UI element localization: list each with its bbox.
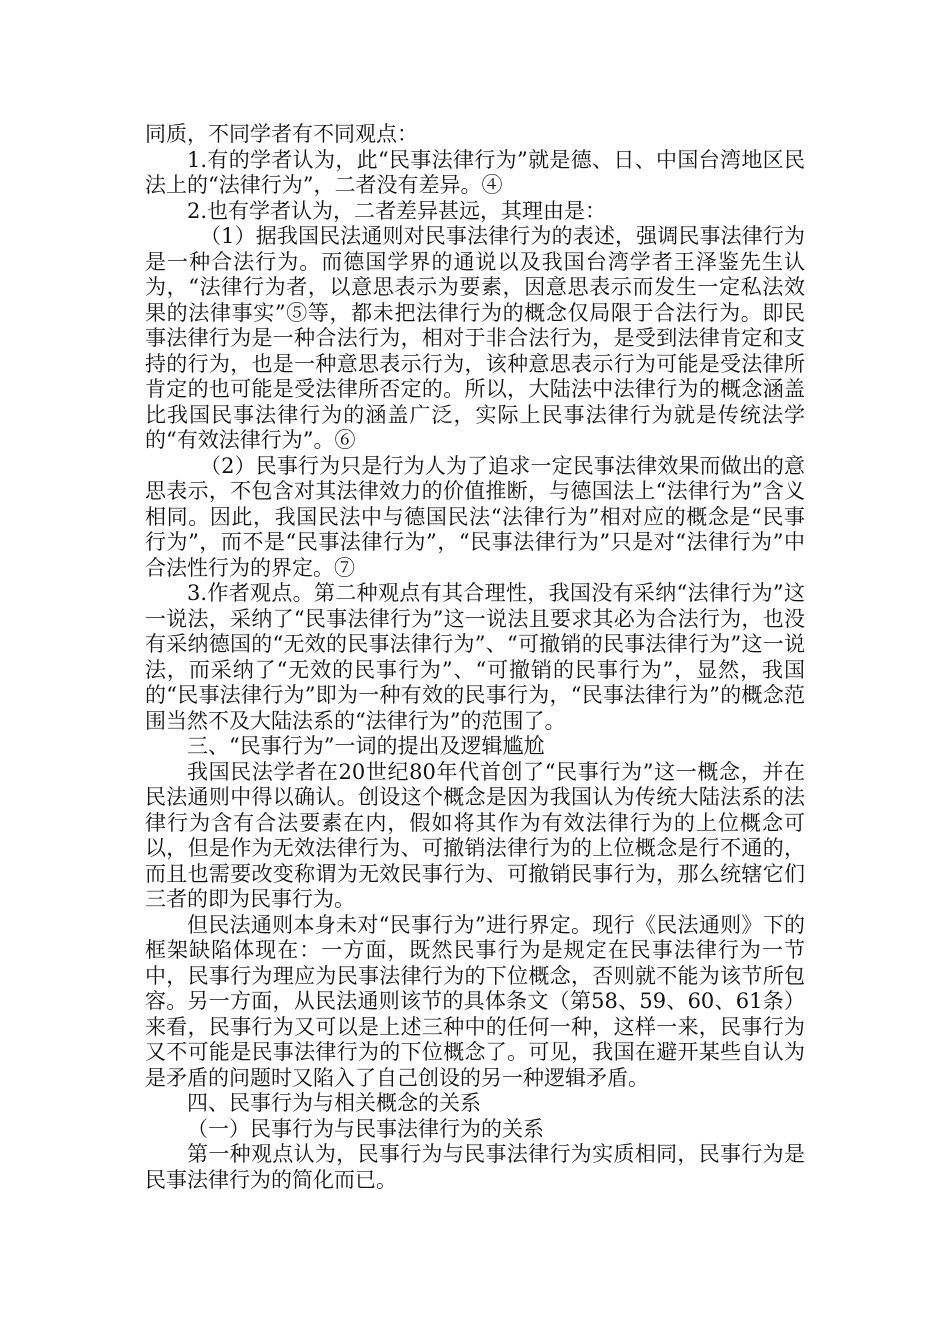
section-heading-3: 三、“民事行为”一词的提出及逻辑尴尬: [187, 734, 545, 758]
paragraph-defect: 但民法通则本身未对“民事行为”进行界定。现行《民法通则》下的框架缺陷体现在：一方面，既然民事行为是规定在民事法律行为一节中，民事行为理应为民事法律行为的下位概念，否则就不能为该节所包容。另一方面，从民法通则该节的具体条文（第58、59、60、61条）来看，民事行为又可以是上述三种中的任何一种，这样一来，民事行为又不可能是民事法律行为的下位概念了。可见，我国在避开某些自认为是矛盾的问题时又陷入了自己创设的另一种逻辑矛盾。: [145, 912, 805, 1090]
subsection-heading-1: （一）民事行为与民事法律行为的关系: [187, 1116, 544, 1141]
paragraph-author-view: 3.作者观点。第二种观点有其合理性，我国没有采纳“法律行为”这一说法，采纳了“民事法律行为”这一说法且要求其必为合法行为，也没有采纳德国的“无效的民事法律行为”、“可撤销的民事法律行为”这一说法，而采纳了“无效的民事行为”、“可撤销的民事行为”，显然，我国的“民事法律行为”即为一种有效的民事行为，“民事法律行为”的概念范围当然不及大陆法系的“法律行为”的范围了。: [145, 581, 805, 733]
section-heading-4: 四、民事行为与相关概念的关系: [187, 1091, 481, 1115]
paragraph-continuation: 同质，不同学者有不同观点：: [145, 122, 418, 146]
paragraph-view-2: 2.也有学者认为，二者差异甚远，其理由是：: [187, 198, 607, 223]
paragraph-reason-2: （2）民事行为只是行为人为了追求一定民事法律效果而做出的意思表示，不包含对其法律效力的价值推断，与德国法上“法律行为”含义相同。因此，我国民法中与德国民法“法律行为”相对应的概念是“民事行为”，而不是“民事法律行为”，“民事法律行为”只是对“法律行为”中合法性行为的界定。⑦: [145, 453, 805, 580]
paragraph-origin: 我国民法学者在20世纪80年代首创了“民事行为”这一概念，并在民法通则中得以确认。创设这个概念是因为我国认为传统大陆法系的法律行为含有合法要素在内，假如将其作为有效法律行为的上位概念可以，但是作为无效法律行为、可撤销法律行为的上位概念是行不通的，而且也需要改变称谓为无效民事行为、可撤销民事行为，那么统辖它们三者的即为民事行为。: [145, 759, 805, 911]
paragraph-reason-1: （1）据我国民法通则对民事法律行为的表述，强调民事法律行为是一种合法行为。而德国学界的通说以及我国台湾学者王泽鉴先生认为，“法律行为者，以意思表示为要素，因意思表示而发生一定私法效果的法律事实”⑤等，都未把法律行为的概念仅局限于合法行为。即民事法律行为是一种合法行为，相对于非合法行为，是受到法律肯定和支持的行为，也是一种意思表示行为，该种意思表示行为可能是受法律所肯定的也可能是受法律所否定的。所以，大陆法中法律行为的概念涵盖比我国民事法律行为的涵盖广泛，实际上民事法律行为就是传统法学的“有效法律行为”。⑥: [145, 224, 805, 452]
document-body: [145, 122, 805, 1193]
paragraph-view-1: 1.有的学者认为，此“民事法律行为”就是德、日、中国台湾地区民法上的“法律行为”，二者没有差异。④: [145, 147, 805, 197]
paragraph-first-view: 第一种观点认为，民事行为与民事法律行为实质相同，民事行为是民事法律行为的简化而已。: [145, 1142, 805, 1192]
